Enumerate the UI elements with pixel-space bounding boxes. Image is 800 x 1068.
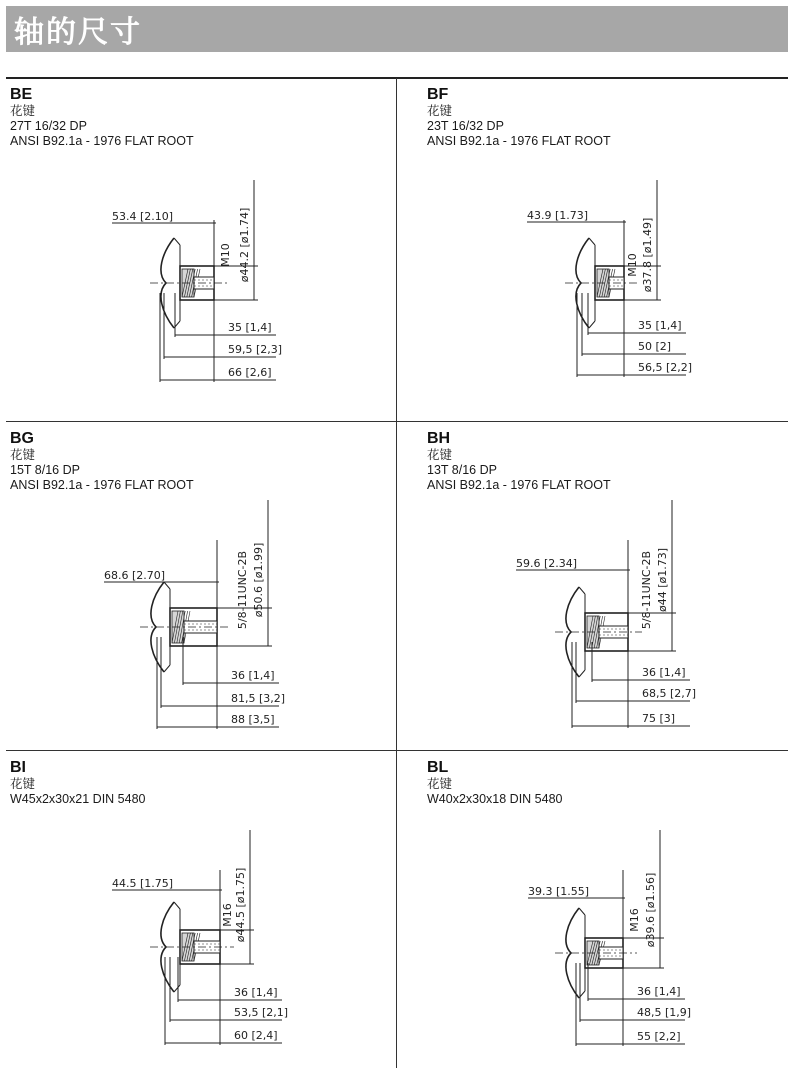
- shaft-type: 花键: [10, 104, 36, 118]
- length-dim-label-3: 55 [2,2]: [637, 1030, 681, 1043]
- diameter-label: ø44.5 [ø1.75]: [234, 867, 247, 943]
- shaft-spec: W45x2x30x21 DIN 5480: [10, 792, 146, 806]
- length-dim-label-3: 66 [2,6]: [228, 366, 272, 379]
- length-dim-label-2: 50 [2]: [638, 340, 672, 353]
- diameter-label: ø39.6 [ø1.56]: [644, 872, 657, 948]
- shaft-type: 花键: [10, 448, 36, 462]
- shaft-type: 花键: [427, 104, 453, 118]
- shaft-spec: 23T 16/32 DP: [427, 119, 504, 133]
- length-dim-label-1: 36 [1,4]: [637, 985, 681, 998]
- length-dim-label-3: 75 [3]: [642, 712, 676, 725]
- length-dim-label-2: 48,5 [1,9]: [637, 1006, 692, 1019]
- shaft-standard: ANSI B92.1a - 1976 FLAT ROOT: [10, 134, 194, 148]
- length-dim-label-1: 36 [1,4]: [234, 986, 278, 999]
- diameter-label: ø50.6 [ø1.99]: [252, 542, 265, 618]
- thread-label: M16: [221, 903, 234, 927]
- flange-edge: [579, 908, 585, 915]
- length-dim-label-1: 35 [1,4]: [228, 321, 272, 334]
- shaft-code: BL: [427, 759, 449, 776]
- length-dim-label-1: 35 [1,4]: [638, 319, 682, 332]
- reach-dim-label: 59.6 [2.34]: [516, 557, 578, 570]
- shaft-type: 花键: [427, 777, 453, 791]
- shaft-code: BG: [10, 430, 34, 447]
- reach-dim-label: 68.6 [2.70]: [104, 569, 166, 582]
- thread-label: M10: [219, 243, 232, 267]
- length-dim-label-1: 36 [1,4]: [231, 669, 275, 682]
- diameter-label: ø37.8 [ø1.49]: [641, 217, 654, 293]
- reach-dim-label: 43.9 [1.73]: [527, 209, 589, 222]
- shaft-code: BE: [10, 86, 33, 103]
- page-title: 轴的尺寸: [14, 15, 142, 50]
- shaft-spec: 13T 8/16 DP: [427, 463, 497, 477]
- length-dim-label-3: 60 [2,4]: [234, 1029, 278, 1042]
- reach-dim-label: 53.4 [2.10]: [112, 210, 174, 223]
- thread-label: M16: [628, 908, 641, 932]
- shaft-type: 花键: [427, 448, 453, 462]
- reach-dim-label: 39.3 [1.55]: [528, 885, 590, 898]
- reach-dim-label: 44.5 [1.75]: [112, 877, 174, 890]
- length-dim-label-2: 81,5 [3,2]: [231, 692, 286, 705]
- shaft-code: BH: [427, 430, 451, 447]
- length-dim-label-2: 59,5 [2,3]: [228, 343, 283, 356]
- length-dim-label-1: 36 [1,4]: [642, 666, 686, 679]
- length-dim-label-3: 88 [3,5]: [231, 713, 275, 726]
- shaft-code: BF: [427, 86, 449, 103]
- shaft-spec: W40x2x30x18 DIN 5480: [427, 792, 563, 806]
- length-dim-label-3: 56,5 [2,2]: [638, 361, 693, 374]
- thread-label: 5/8-11UNC-2B: [640, 550, 653, 630]
- shaft-code: BI: [10, 759, 26, 776]
- shaft-spec: 27T 16/32 DP: [10, 119, 87, 133]
- shaft-standard: ANSI B92.1a - 1976 FLAT ROOT: [10, 478, 194, 492]
- shaft-standard: ANSI B92.1a - 1976 FLAT ROOT: [427, 134, 611, 148]
- diameter-label: ø44 [ø1.73]: [656, 547, 669, 613]
- length-dim-label-2: 53,5 [2,1]: [234, 1006, 289, 1019]
- diameter-label: ø44.2 [ø1.74]: [238, 207, 251, 283]
- thread-label: 5/8-11UNC-2B: [236, 550, 249, 630]
- thread-label: M10: [626, 253, 639, 277]
- shaft-standard: ANSI B92.1a - 1976 FLAT ROOT: [427, 478, 611, 492]
- shaft-spec: 15T 8/16 DP: [10, 463, 80, 477]
- shaft-type: 花键: [10, 777, 36, 791]
- length-dim-label-2: 68,5 [2,7]: [642, 687, 697, 700]
